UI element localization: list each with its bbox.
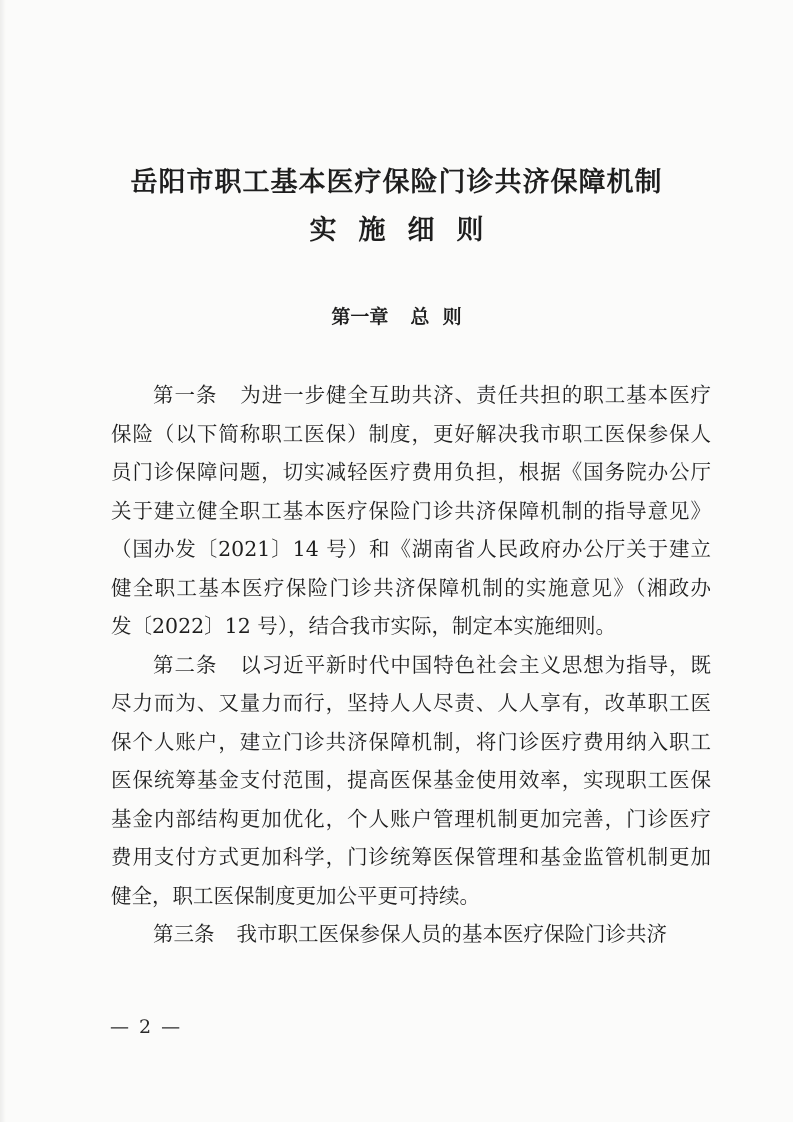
paragraph-line (111, 723, 711, 762)
paragraph-line (111, 761, 711, 800)
paragraph-line (111, 838, 711, 877)
paragraph-line (111, 569, 711, 608)
document-title-line-1: 岳阳市职工基本医疗保险门诊共济保障机制 (130, 167, 663, 198)
line-text: 为进一步健全互助共济、责任共担的职工基本医疗 (239, 383, 712, 407)
paragraph-line (111, 607, 711, 646)
line-text: 健全职工基本医疗保险门诊共济保障机制的实施意见》（湘政办 (111, 575, 711, 600)
line-text: 关于建立健全职工基本医疗保险门诊共济保障机制的指导意见》 (111, 498, 711, 523)
line-text: 员门诊保障问题，切实减轻医疗费用负担，根据《国务院办公厅 (111, 460, 711, 484)
paragraph-line (111, 800, 711, 839)
article-label: 第二条 (153, 652, 218, 677)
line-text: 健全，职工医保制度更加公平更可持续。 (111, 883, 480, 908)
paragraph-line (111, 453, 711, 492)
document-title-line-2: 实施细则 (309, 215, 506, 246)
line-text: 保险（以下简称职工医保）制度，更好解决我市职工医保参保人 (111, 421, 711, 446)
paragraph-line (111, 415, 711, 454)
article-paragraph (111, 915, 711, 954)
paragraph-line (111, 530, 711, 569)
line-text: 费用支付方式更加科学，门诊统筹医保管理和基金监管机制更加 (111, 845, 711, 869)
paragraph-line (111, 915, 711, 954)
line-text: 我市职工医保参保人员的基本医疗保险门诊共济 (236, 922, 667, 946)
line-text: 保个人账户，建立门诊共济保障机制，将门诊医疗费用纳入职工 (111, 729, 711, 754)
article-paragraph (111, 646, 711, 916)
article-paragraph (111, 376, 711, 646)
paragraph-line (111, 877, 711, 916)
line-text: 基金内部结构更加优化，个人账户管理机制更加完善，门诊医疗 (111, 806, 711, 831)
article-label: 第一条 (153, 383, 218, 407)
paragraph-line (111, 646, 711, 685)
line-text: （国办发〔2021〕14 号）和《湖南省人民政府办公厅关于建立 (111, 537, 711, 561)
paragraph-line (111, 684, 711, 723)
line-text: 尽力而为、又量力而行，坚持人人尽责、人人享有，改革职工医 (111, 691, 711, 715)
document-body (111, 376, 711, 954)
chapter-heading (0, 302, 793, 329)
line-text: 以习近平新时代中国特色社会主义思想为指导，既 (239, 652, 712, 677)
article-label: 第三条 (153, 922, 215, 946)
paragraph-line (111, 492, 711, 531)
paragraph-line (111, 376, 711, 415)
chapter-name: 总 则 (410, 306, 462, 328)
line-text: 发〔2022〕12 号），结合我市实际，制定本实施细则。 (111, 614, 617, 638)
chapter-number: 第一章 (331, 306, 389, 328)
page-number: — 2 — (110, 1016, 183, 1038)
line-text: 医保统筹基金支付范围，提高医保基金使用效率，实现职工医保 (111, 768, 711, 792)
